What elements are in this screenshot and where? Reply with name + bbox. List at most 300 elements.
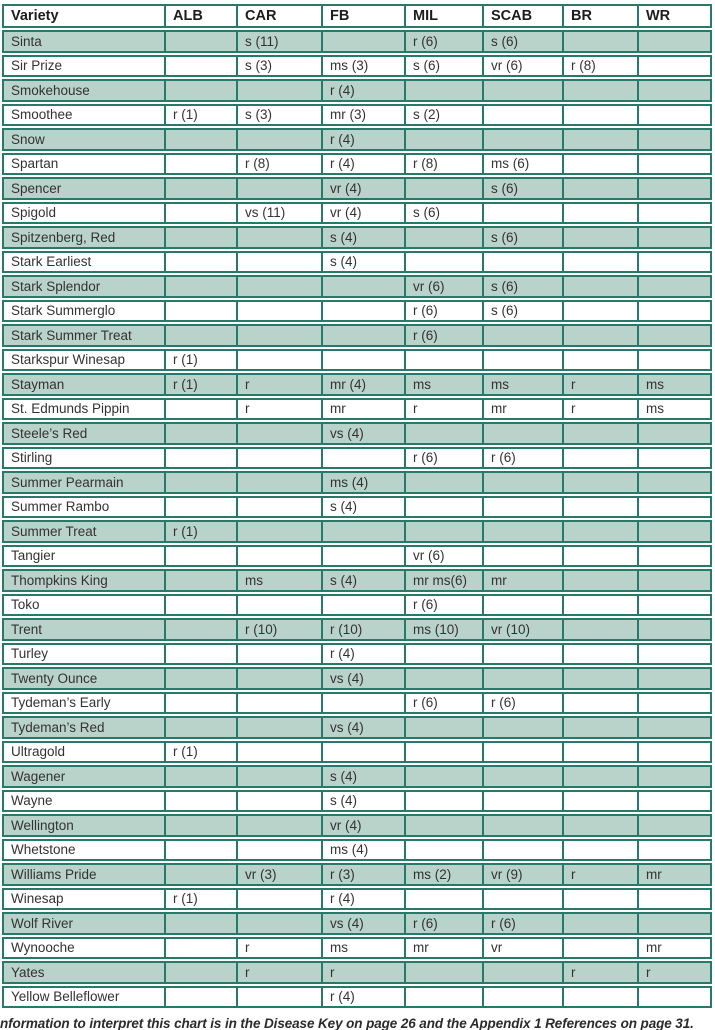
variety-cell: Smokehouse (2, 79, 165, 102)
value-cell: s (6) (483, 177, 563, 200)
value-cell (563, 275, 638, 298)
value-cell (322, 324, 405, 347)
table-row (2, 741, 712, 764)
variety-cell: Sinta (2, 30, 165, 53)
table-row (2, 520, 712, 543)
value-cell: r (8) (405, 153, 483, 176)
value-cell (165, 594, 237, 617)
value-cell (165, 177, 237, 200)
variety-cell: Wynooche (2, 937, 165, 960)
value-cell (563, 471, 638, 494)
value-cell: r (4) (322, 153, 405, 176)
value-cell: ms (2) (405, 863, 483, 886)
value-cell (563, 667, 638, 690)
value-cell (638, 496, 712, 519)
column-header-mil: MIL (405, 4, 483, 28)
value-cell: ms (10) (405, 618, 483, 641)
value-cell (165, 398, 237, 421)
value-cell (563, 496, 638, 519)
value-cell (405, 888, 483, 911)
value-cell (638, 251, 712, 274)
value-cell (405, 643, 483, 666)
value-cell (405, 986, 483, 1009)
value-cell (483, 422, 563, 445)
value-cell (563, 447, 638, 470)
value-cell: r (237, 937, 322, 960)
variety-cell: Wayne (2, 790, 165, 813)
variety-cell: Spigold (2, 202, 165, 225)
column-header-alb: ALB (165, 4, 237, 28)
value-cell: r (563, 373, 638, 396)
value-cell: s (6) (483, 275, 563, 298)
table-row (2, 667, 712, 690)
value-cell (638, 153, 712, 176)
value-cell (165, 569, 237, 592)
value-cell (165, 716, 237, 739)
value-cell (322, 300, 405, 323)
variety-cell: Tydeman’s Early (2, 692, 165, 715)
table-row (2, 863, 712, 886)
value-cell: s (4) (322, 496, 405, 519)
value-cell (483, 471, 563, 494)
column-header-fb: FB (322, 4, 405, 28)
value-cell (638, 447, 712, 470)
header-row (2, 4, 712, 28)
value-cell (563, 790, 638, 813)
value-cell (237, 545, 322, 568)
value-cell (563, 545, 638, 568)
value-cell (483, 545, 563, 568)
value-cell: ms (638, 398, 712, 421)
value-cell (237, 888, 322, 911)
value-cell (483, 667, 563, 690)
value-cell (237, 422, 322, 445)
variety-cell: Trent (2, 618, 165, 641)
value-cell: ms (483, 373, 563, 396)
value-cell: r (4) (322, 79, 405, 102)
variety-cell: Tydeman’s Red (2, 716, 165, 739)
value-cell (638, 79, 712, 102)
value-cell (237, 128, 322, 151)
value-cell (165, 839, 237, 862)
value-cell: r (3) (322, 863, 405, 886)
value-cell: s (4) (322, 765, 405, 788)
value-cell (563, 251, 638, 274)
column-header-variety: Variety (2, 4, 165, 28)
table-row (2, 814, 712, 837)
variety-cell: Summer Rambo (2, 496, 165, 519)
value-cell (165, 937, 237, 960)
value-cell (638, 177, 712, 200)
table-row (2, 324, 712, 347)
table-row (2, 153, 712, 176)
value-cell (165, 790, 237, 813)
column-header-br: BR (563, 4, 638, 28)
value-cell (638, 643, 712, 666)
value-cell: s (6) (483, 30, 563, 53)
variety-cell: Wellington (2, 814, 165, 837)
value-cell (563, 716, 638, 739)
table-row (2, 961, 712, 984)
value-cell: r (1) (165, 104, 237, 127)
value-cell: s (6) (405, 55, 483, 78)
value-cell (638, 545, 712, 568)
variety-cell: Stark Summerglo (2, 300, 165, 323)
value-cell: mr (3) (322, 104, 405, 127)
value-cell (165, 667, 237, 690)
value-cell: r (6) (405, 300, 483, 323)
value-cell (563, 765, 638, 788)
table-row (2, 104, 712, 127)
value-cell: r (4) (322, 986, 405, 1009)
table-row (2, 839, 712, 862)
table-row (2, 275, 712, 298)
variety-cell: Stirling (2, 447, 165, 470)
table-row (2, 692, 712, 715)
value-cell: vr (4) (322, 814, 405, 837)
value-cell (322, 594, 405, 617)
value-cell (638, 226, 712, 249)
value-cell: vr (9) (483, 863, 563, 886)
value-cell (237, 496, 322, 519)
value-cell (638, 814, 712, 837)
value-cell: r (1) (165, 349, 237, 372)
value-cell (165, 422, 237, 445)
value-cell (165, 79, 237, 102)
value-cell (483, 814, 563, 837)
value-cell (237, 594, 322, 617)
value-cell (638, 55, 712, 78)
value-cell (322, 520, 405, 543)
value-cell (483, 520, 563, 543)
value-cell (165, 496, 237, 519)
value-cell (638, 741, 712, 764)
value-cell (638, 765, 712, 788)
value-cell (322, 545, 405, 568)
value-cell (322, 447, 405, 470)
value-cell: vr (483, 937, 563, 960)
value-cell (165, 545, 237, 568)
value-cell (165, 324, 237, 347)
value-cell (563, 618, 638, 641)
value-cell (237, 177, 322, 200)
value-cell (405, 790, 483, 813)
table-row (2, 765, 712, 788)
variety-cell: Stayman (2, 373, 165, 396)
value-cell: r (6) (405, 692, 483, 715)
value-cell (165, 128, 237, 151)
table-row (2, 545, 712, 568)
value-cell: s (4) (322, 226, 405, 249)
value-cell (483, 202, 563, 225)
value-cell: ms (3) (322, 55, 405, 78)
value-cell: r (1) (165, 888, 237, 911)
value-cell: s (4) (322, 569, 405, 592)
table-row (2, 202, 712, 225)
value-cell (638, 839, 712, 862)
table-row (2, 373, 712, 396)
table-row (2, 937, 712, 960)
value-cell: vs (4) (322, 716, 405, 739)
value-cell: vr (4) (322, 177, 405, 200)
value-cell (483, 104, 563, 127)
value-cell (483, 324, 563, 347)
value-cell (237, 471, 322, 494)
value-cell (237, 986, 322, 1009)
table-row (2, 349, 712, 372)
value-cell: vr (6) (483, 55, 563, 78)
variety-cell: Sir Prize (2, 55, 165, 78)
value-cell: s (6) (483, 300, 563, 323)
value-cell (165, 863, 237, 886)
table-row (2, 594, 712, 617)
value-cell (237, 741, 322, 764)
value-cell: vs (11) (237, 202, 322, 225)
value-cell: vr (4) (322, 202, 405, 225)
value-cell (563, 741, 638, 764)
value-cell (165, 447, 237, 470)
value-cell: r (563, 398, 638, 421)
value-cell (638, 888, 712, 911)
value-cell: ms (638, 373, 712, 396)
value-cell (405, 226, 483, 249)
value-cell (237, 275, 322, 298)
value-cell (165, 300, 237, 323)
value-cell (563, 692, 638, 715)
variety-cell: Spartan (2, 153, 165, 176)
value-cell (483, 790, 563, 813)
table-row (2, 300, 712, 323)
value-cell (563, 30, 638, 53)
column-header-car: CAR (237, 4, 322, 28)
value-cell: r (237, 398, 322, 421)
value-cell: r (563, 863, 638, 886)
value-cell (638, 202, 712, 225)
value-cell: ms (6) (483, 153, 563, 176)
value-cell (237, 667, 322, 690)
variety-cell: Smoothee (2, 104, 165, 127)
value-cell (638, 128, 712, 151)
value-cell (483, 643, 563, 666)
value-cell (483, 349, 563, 372)
table-row (2, 177, 712, 200)
variety-cell: Yellow Belleflower (2, 986, 165, 1009)
value-cell: mr ms(6) (405, 569, 483, 592)
value-cell (638, 569, 712, 592)
value-cell (563, 986, 638, 1009)
value-cell (405, 177, 483, 200)
value-cell (483, 986, 563, 1009)
variety-cell: Thompkins King (2, 569, 165, 592)
value-cell (237, 692, 322, 715)
value-cell: s (4) (322, 251, 405, 274)
value-cell (483, 128, 563, 151)
value-cell: mr (405, 937, 483, 960)
variety-cell: Yates (2, 961, 165, 984)
value-cell (405, 349, 483, 372)
value-cell: mr (483, 398, 563, 421)
value-cell (237, 643, 322, 666)
value-cell (563, 300, 638, 323)
value-cell (237, 814, 322, 837)
value-cell: mr (638, 937, 712, 960)
value-cell (165, 202, 237, 225)
value-cell: ms (4) (322, 471, 405, 494)
table-row (2, 251, 712, 274)
table-row (2, 643, 712, 666)
value-cell (405, 961, 483, 984)
value-cell (165, 226, 237, 249)
value-cell (563, 153, 638, 176)
variety-cell: Stark Earliest (2, 251, 165, 274)
value-cell: r (405, 398, 483, 421)
value-cell (638, 716, 712, 739)
value-cell (483, 496, 563, 519)
value-cell: r (6) (405, 324, 483, 347)
value-cell (638, 692, 712, 715)
table-row (2, 55, 712, 78)
value-cell: ms (237, 569, 322, 592)
variety-cell: Toko (2, 594, 165, 617)
value-cell: vr (3) (237, 863, 322, 886)
value-cell: r (237, 961, 322, 984)
value-cell (237, 251, 322, 274)
value-cell (405, 251, 483, 274)
value-cell (563, 594, 638, 617)
value-cell: mr (638, 863, 712, 886)
variety-cell: Summer Treat (2, 520, 165, 543)
value-cell (237, 912, 322, 935)
table-row (2, 790, 712, 813)
value-cell (563, 569, 638, 592)
value-cell (405, 422, 483, 445)
value-cell (638, 594, 712, 617)
value-cell (563, 912, 638, 935)
value-cell (483, 888, 563, 911)
value-cell (237, 324, 322, 347)
value-cell: ms (4) (322, 839, 405, 862)
value-cell (165, 153, 237, 176)
value-cell (237, 447, 322, 470)
table-row (2, 912, 712, 935)
value-cell: r (6) (483, 447, 563, 470)
value-cell: mr (322, 398, 405, 421)
variety-cell: Twenty Ounce (2, 667, 165, 690)
variety-cell: Snow (2, 128, 165, 151)
value-cell: r (8) (237, 153, 322, 176)
value-cell (563, 937, 638, 960)
value-cell (165, 251, 237, 274)
variety-cell: Spitzenberg, Red (2, 226, 165, 249)
value-cell (322, 275, 405, 298)
variety-cell: St. Edmunds Pippin (2, 398, 165, 421)
value-cell (483, 765, 563, 788)
table-row (2, 79, 712, 102)
variety-cell: Spencer (2, 177, 165, 200)
table-row (2, 226, 712, 249)
table-row (2, 569, 712, 592)
variety-cell: Wolf River (2, 912, 165, 935)
value-cell (563, 79, 638, 102)
value-cell (638, 104, 712, 127)
value-cell (237, 300, 322, 323)
value-cell (638, 520, 712, 543)
value-cell (563, 349, 638, 372)
value-cell (483, 79, 563, 102)
value-cell (638, 471, 712, 494)
disease-resistance-table (2, 2, 712, 1010)
value-cell: r (6) (483, 692, 563, 715)
value-cell (483, 961, 563, 984)
value-cell (405, 839, 483, 862)
value-cell: r (1) (165, 741, 237, 764)
table-row (2, 30, 712, 53)
value-cell (638, 790, 712, 813)
value-cell: r (10) (237, 618, 322, 641)
value-cell (405, 716, 483, 739)
variety-cell: Starkspur Winesap (2, 349, 165, 372)
value-cell (165, 643, 237, 666)
value-cell (165, 814, 237, 837)
value-cell (322, 30, 405, 53)
value-cell (563, 520, 638, 543)
value-cell: ms (322, 937, 405, 960)
value-cell: r (563, 961, 638, 984)
value-cell (405, 471, 483, 494)
table-row (2, 986, 712, 1009)
value-cell (165, 692, 237, 715)
value-cell (563, 324, 638, 347)
variety-cell: Turley (2, 643, 165, 666)
value-cell (563, 839, 638, 862)
value-cell: r (1) (165, 520, 237, 543)
value-cell (165, 986, 237, 1009)
value-cell (405, 128, 483, 151)
value-cell: r (322, 961, 405, 984)
value-cell (237, 226, 322, 249)
value-cell (405, 520, 483, 543)
value-cell (638, 349, 712, 372)
value-cell (405, 667, 483, 690)
table-row (2, 618, 712, 641)
value-cell (165, 912, 237, 935)
value-cell (237, 349, 322, 372)
value-cell (638, 618, 712, 641)
value-cell: ms (405, 373, 483, 396)
value-cell: vr (10) (483, 618, 563, 641)
variety-cell: Wagener (2, 765, 165, 788)
variety-cell: Tangier (2, 545, 165, 568)
value-cell (165, 30, 237, 53)
value-cell (638, 667, 712, 690)
value-cell (165, 765, 237, 788)
value-cell (563, 226, 638, 249)
variety-cell: Whetstone (2, 839, 165, 862)
value-cell (638, 986, 712, 1009)
value-cell (322, 349, 405, 372)
table-row (2, 447, 712, 470)
value-cell (237, 790, 322, 813)
value-cell (638, 300, 712, 323)
table-row (2, 398, 712, 421)
variety-cell: Summer Pearmain (2, 471, 165, 494)
value-cell (165, 275, 237, 298)
value-cell (638, 422, 712, 445)
value-cell: vs (4) (322, 667, 405, 690)
value-cell (563, 422, 638, 445)
value-cell (165, 618, 237, 641)
value-cell (165, 55, 237, 78)
